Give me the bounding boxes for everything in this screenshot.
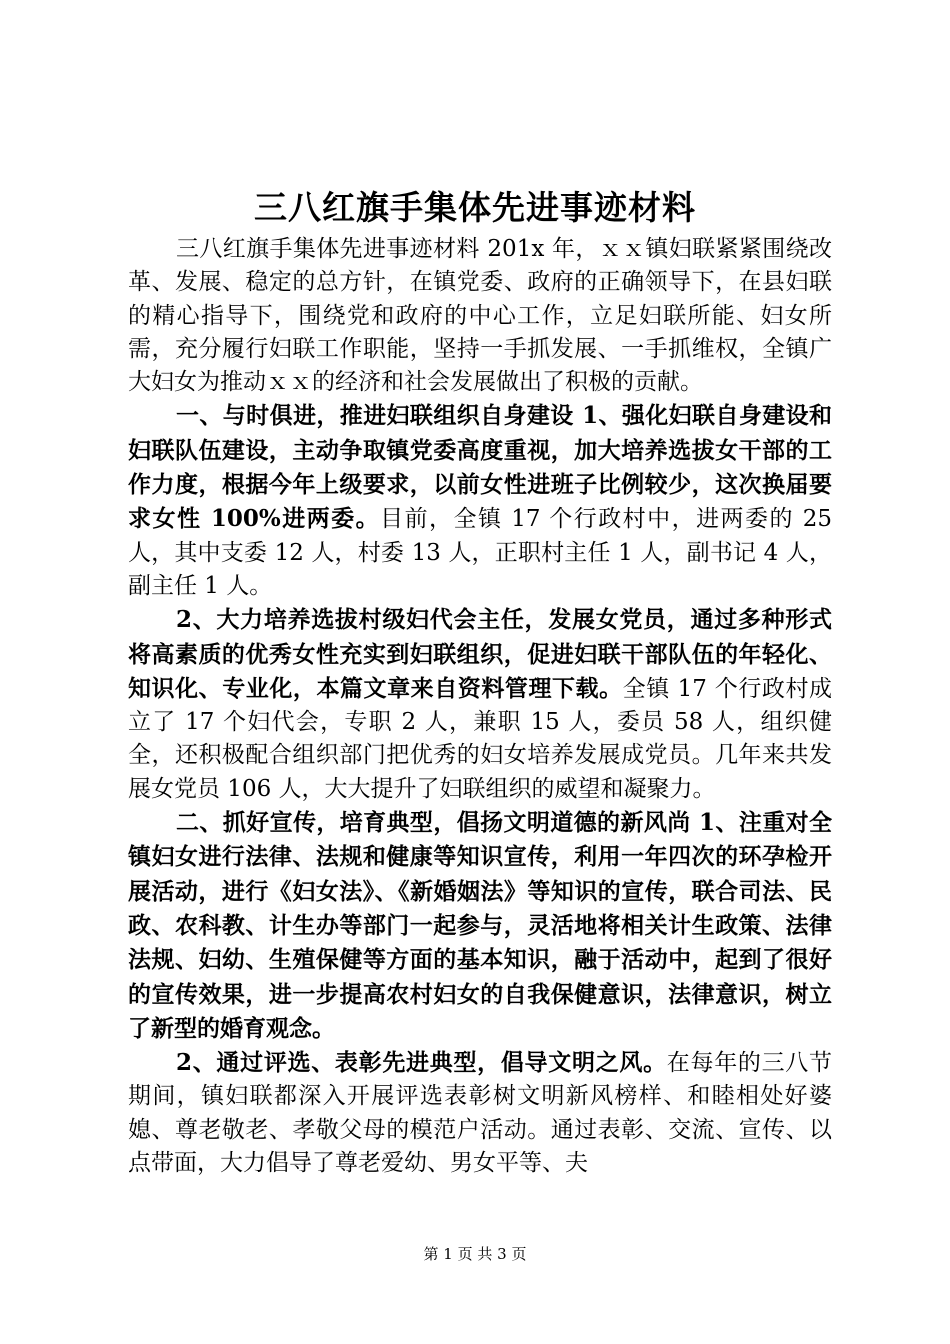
paragraph-intro: [128, 232, 832, 399]
paragraph-lead: 2、大力培养选拔村级妇代会主任，发展女党员，通过多种形式将高素质的优秀女性充实到妇联组织，促进妇联干部队伍的年轻化、知识化、专业化，本篇文章来自资料管理下载。: [128, 606, 832, 702]
paragraph-lead: 二、抓好宣传，培育典型，倡扬文明道德的新风尚 1、注重对全镇妇女进行法律、法规和健康等知识宣传，利用一年四次的环孕检开展活动，进行《妇女法》、《新婚姻法》等知识的宣传，联合司法、民政、农科教、计生办等部门一起参与，灵活地将相关计生政策、法律法规、妇幼、生殖保健等方面的基本知识，融于活动中，起到了很好的宣传效果，进一步提高农村妇女的自我保健意识，法律意识，树立了新型的婚育观念。: [128, 809, 832, 1042]
paragraph-text: 目前，全镇 17 个行政村中，进两委的 25 人，其中支委 12 人，村委 13 人，正职村主任 1 人，副书记 4 人，副主任 1 人。: [128, 506, 832, 599]
paragraph-section-2-item-2: [128, 1046, 832, 1180]
paragraph-lead: 一、与时俱进，推进妇联组织自身建设 1、强化妇联自身建设和妇联队伍建设，主动争取镇党委高度重视，加大培养选拔女干部的工作力度，根据今年上级要求，以前女性进班子比例较少，这次换届要求女性 100%进两委。: [128, 402, 832, 533]
paragraph-text: 三八红旗手集体先进事迹材料 201x 年，ｘｘ镇妇联紧紧围绕改革、发展、稳定的总方针，在镇党委、政府的正确领导下，在县妇联的精心指导下，围绕党和政府的中心工作，立足妇联所能、妇女所需，充分履行妇联工作职能，坚持一手抓发展、一手抓维权，全镇广大妇女为推动ｘｘ的经济和社会发展做出了积极的贡献。: [128, 236, 832, 396]
paragraph-section-2: [128, 806, 832, 1046]
paragraph-text: 在每年的三八节期间，镇妇联都深入开展评选表彰树文明新风榜样、和睦相处好婆媳、尊老敬老、孝敬父母的模范户活动。通过表彰、交流、宣传、以点带面，大力倡导了尊老爱幼、男女平等、夫: [128, 1050, 832, 1177]
document-title: 三八红旗手集体先进事迹材料: [254, 188, 696, 227]
document-body: [128, 232, 832, 1180]
page-footer: 第 1 页 共 3 页: [423, 1245, 527, 1263]
paragraph-section-1: [128, 399, 832, 603]
paragraph-section-1-item-2: [128, 603, 832, 806]
paragraph-lead: 2、通过评选、表彰先进典型，倡导文明之风。: [176, 1049, 667, 1077]
paragraph-text: 全镇 17 个行政村成立了 17 个妇代会，专职 2 人，兼职 15 人，委员 58 人，组织健全，还积极配合组织部门把优秀的妇女培养发展成党员。几年来共发展女党员 106 人，大大提升了妇联组织的威望和凝聚力。: [128, 675, 833, 802]
